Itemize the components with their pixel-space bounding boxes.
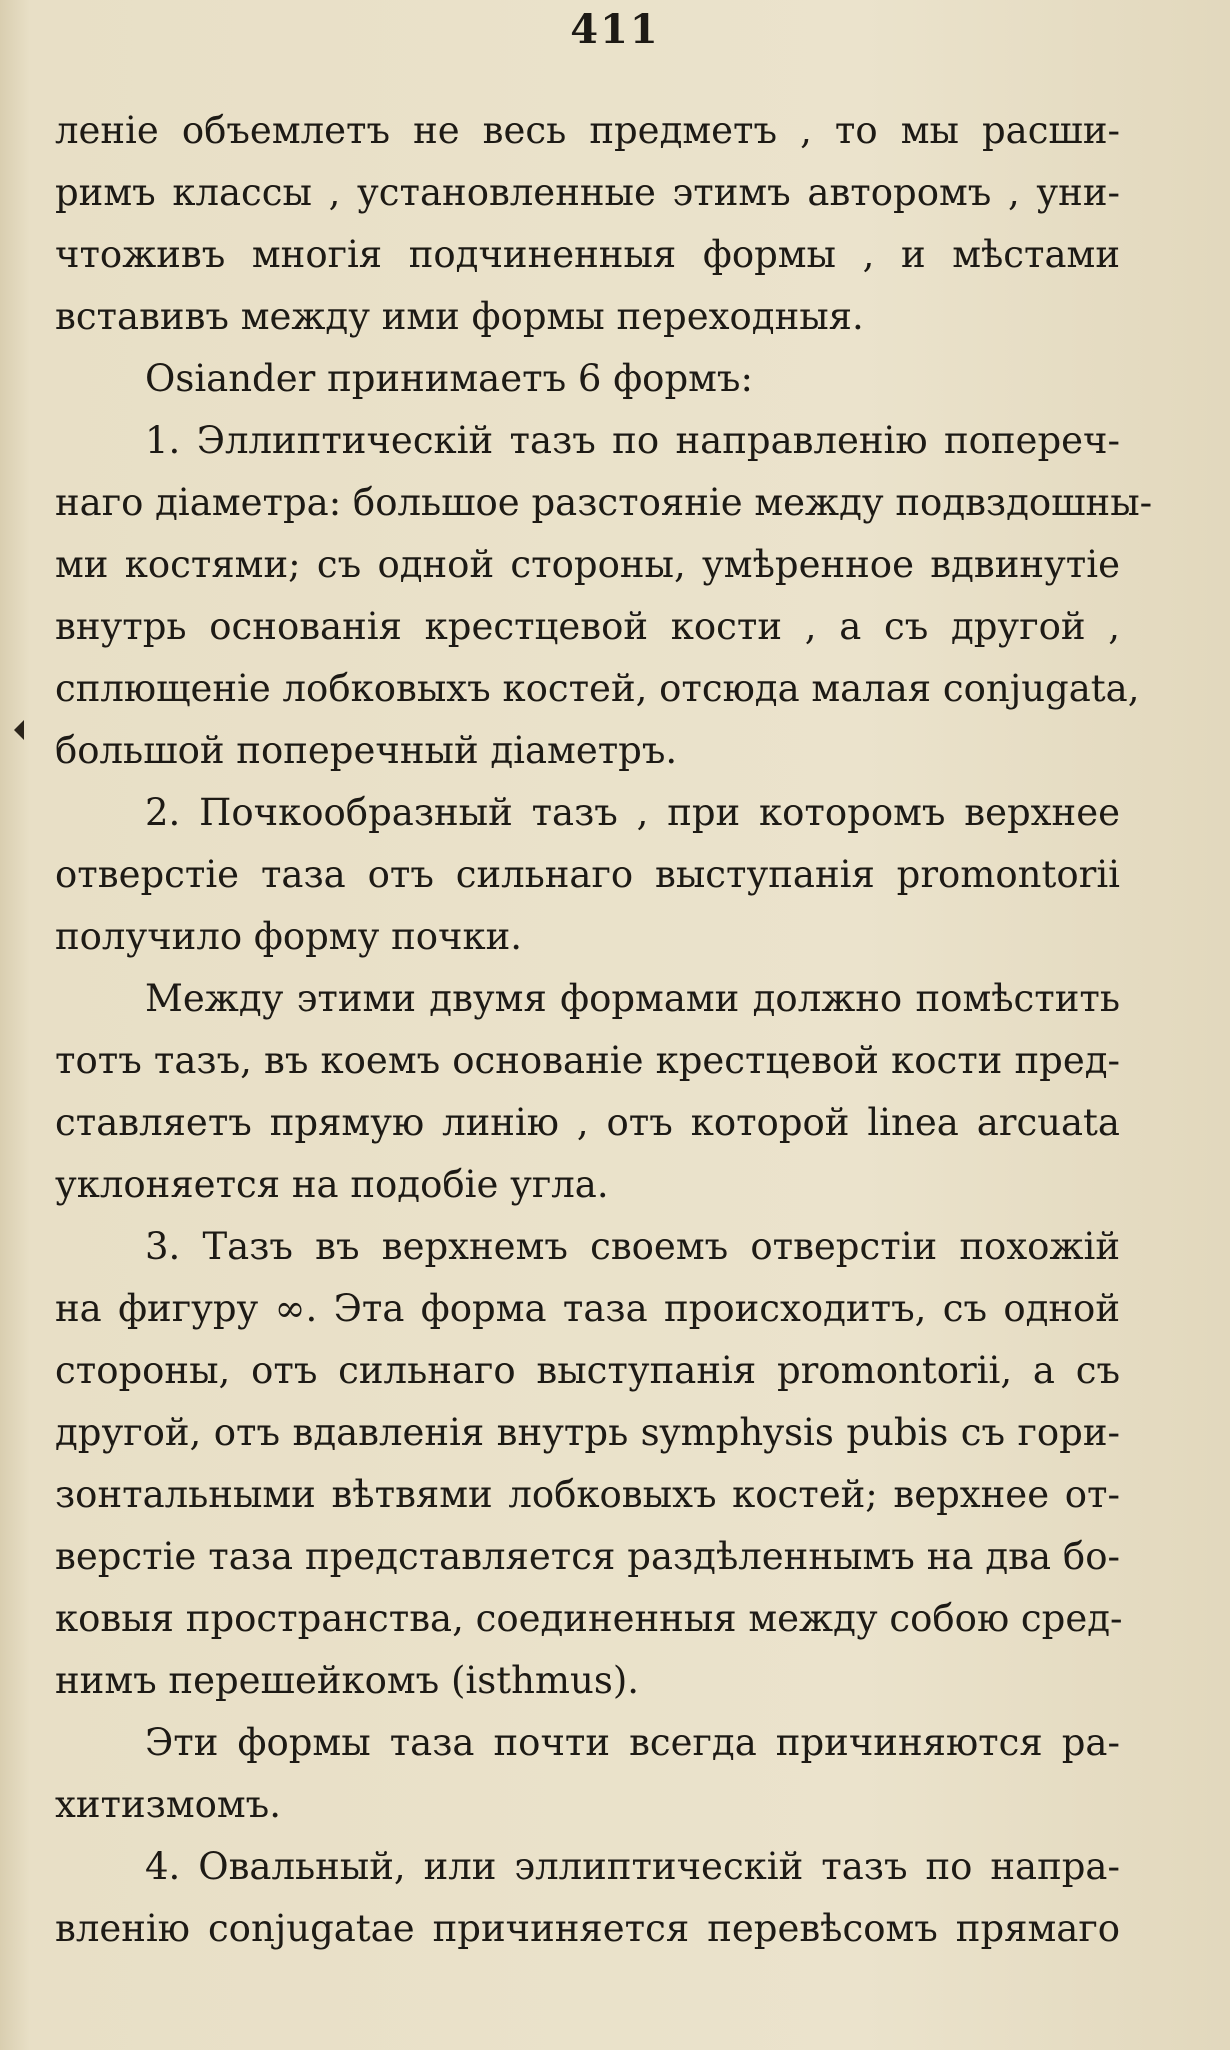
text-line: Между этими двумя формами должно помѣстить bbox=[145, 977, 1120, 1020]
text-line: сплющеніе лобковыхъ костей, отсюда малая conjugata, bbox=[55, 667, 1140, 710]
text-line: 2. Почкообразный тазъ , при которомъ верхнее bbox=[145, 791, 1120, 834]
text-line: отверстіе таза отъ сильнаго выступанія promontorii bbox=[55, 853, 1120, 896]
text-line: 3. Тазъ въ верхнемъ своемъ отверстіи похожій bbox=[145, 1225, 1120, 1268]
text-line: леніе объемлетъ не весь предметъ , то мы расши- bbox=[55, 109, 1120, 152]
margin-mark bbox=[14, 720, 24, 740]
text-line: большой поперечный діаметръ. bbox=[55, 729, 678, 772]
text-line: чтоживъ многія подчиненныя формы , и мѣстами bbox=[55, 233, 1120, 276]
text-line: наго діаметра: большое разстояніе между подвздошны- bbox=[55, 481, 1153, 524]
body-text bbox=[55, 100, 1153, 1960]
text-line: ставляетъ прямую линію , отъ которой linea arcuata bbox=[55, 1101, 1120, 1144]
text-line: вставивъ между ими формы переходныя. bbox=[55, 295, 864, 338]
text-line: ми костями; съ одной стороны, умѣренное вдвинутіе bbox=[55, 543, 1120, 586]
text-line: получило форму почки. bbox=[55, 915, 523, 958]
text-line: верстіе таза представляется раздѣленнымъ на два бо- bbox=[55, 1535, 1120, 1578]
text-line: хитизмомъ. bbox=[55, 1783, 281, 1826]
text-line: 1. Эллиптическій тазъ по направленію попереч- bbox=[145, 419, 1120, 462]
text-line: зонтальными вѣтвями лобковыхъ костей; верхнее от- bbox=[55, 1473, 1120, 1516]
text-line: другой, отъ вдавленія внутрь symphysis pubis съ гори- bbox=[55, 1411, 1120, 1454]
text-line: внутрь основанія крестцевой кости , а съ другой , bbox=[55, 605, 1120, 648]
text-line: ковыя пространства, соединенныя между собою сред- bbox=[55, 1597, 1123, 1640]
text-line: тотъ тазъ, въ коемъ основаніе крестцевой кости пред- bbox=[55, 1039, 1120, 1082]
text-line: стороны, отъ сильнаго выступанія promontorii, а съ bbox=[55, 1349, 1120, 1392]
page-number: 411 bbox=[570, 6, 660, 53]
text-line: нимъ перешейкомъ (isthmus). bbox=[55, 1659, 640, 1702]
text-line: Эти формы таза почти всегда причиняются ра- bbox=[145, 1721, 1120, 1764]
text-line: Osiander принимаетъ 6 формъ: bbox=[145, 357, 753, 400]
text-line: уклоняется на подобіе угла. bbox=[55, 1163, 609, 1206]
text-line: вленію conjugatae причиняется перевѣсомъ прямаго bbox=[55, 1907, 1120, 1950]
text-line: 4. Овальный, или эллиптическій тазъ по напра- bbox=[145, 1845, 1120, 1888]
text-line: римъ классы , установленные этимъ авторомъ , уни- bbox=[55, 171, 1120, 214]
text-line: на фигуру ∞. Эта форма таза происходитъ, съ одной bbox=[55, 1287, 1120, 1330]
